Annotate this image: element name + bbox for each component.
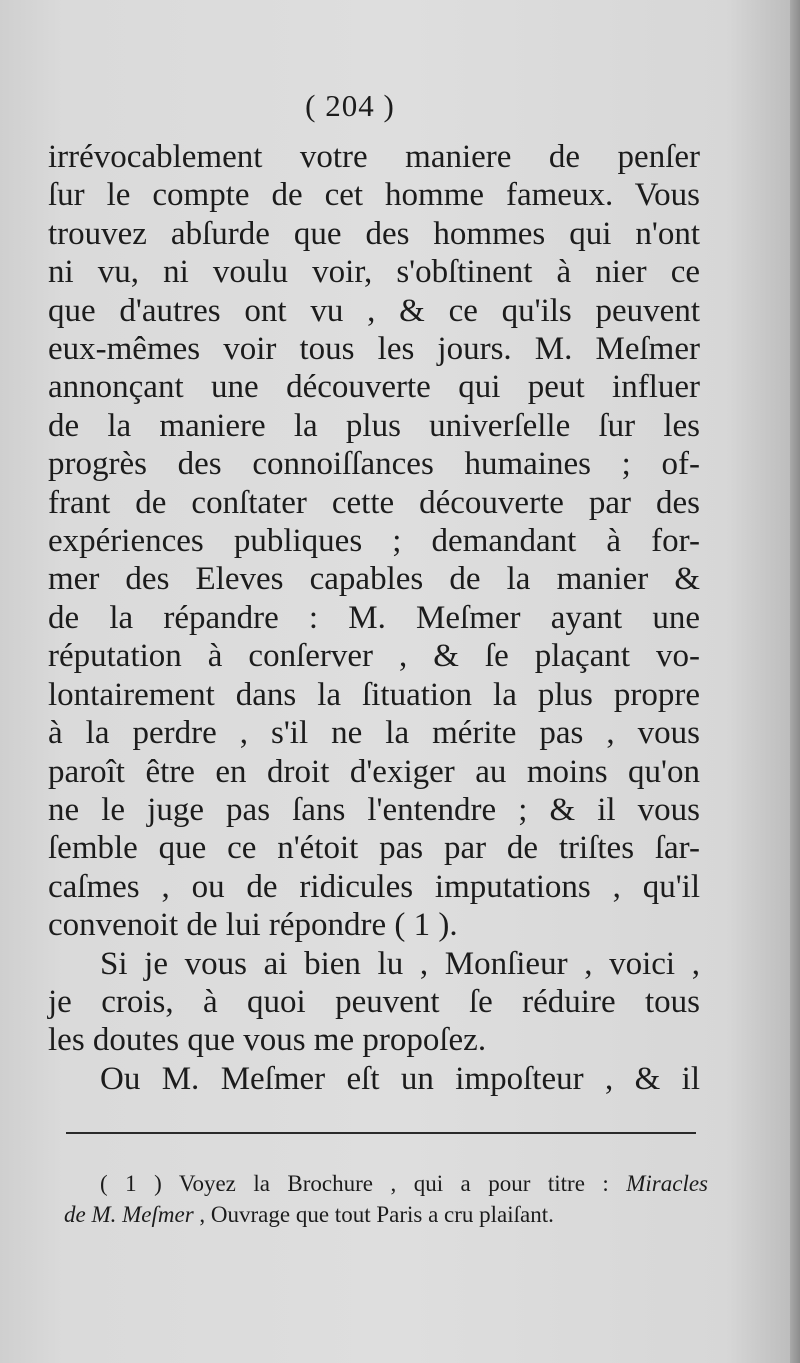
- text-line: lontairement dans la ſituation la plus propre: [48, 676, 700, 713]
- text-line: de la maniere la plus univerſelle ſur les: [48, 407, 700, 444]
- text-line: expériences publiques ; demandant à for-: [48, 523, 700, 560]
- body-text: [48, 138, 700, 1098]
- footnote-line: [64, 1168, 708, 1199]
- text-line: trouvez abſurde que des hommes qui n'ont: [48, 215, 700, 252]
- text-line: les doutes que vous me propoſez.: [48, 1022, 487, 1059]
- footnote-text: ( 1 ) Voyez la Brochure , qui a pour titre :: [100, 1171, 609, 1196]
- text-line: irrévocablement votre maniere de penſer: [48, 139, 700, 175]
- text-line: paroît être en droit d'exiger au moins qu'on: [48, 753, 700, 790]
- page-number: ( 204 ): [305, 88, 395, 123]
- text-line: je crois, à quoi peuvent ſe réduire tous: [48, 983, 700, 1020]
- text-line: annonçant une découverte qui peut influer: [48, 369, 700, 406]
- text-line: eux-mêmes voir tous les jours. M. Meſmer: [48, 331, 700, 368]
- footnote-line: [64, 1199, 708, 1230]
- text-line: ni vu, ni voulu voir, s'obſtinent à nier ce: [48, 254, 700, 291]
- text-line: progrès des connoiſſances humaines ; of-: [48, 446, 700, 483]
- text-line: ne le juge pas ſans l'entendre ; & il vous: [48, 791, 700, 828]
- footnote-title-part: de M. Meſmer: [64, 1202, 194, 1227]
- footnote: [64, 1168, 708, 1230]
- paragraph-start-line: Ou M. Meſmer eſt un impoſteur , & il: [100, 1060, 700, 1097]
- text-line: à la perdre , s'il ne la mérite pas , vous: [48, 715, 700, 752]
- paragraph-start-line: Si je vous ai bien lu , Monſieur , voici ,: [100, 945, 700, 982]
- text-line: frant de conſtater cette découverte par des: [48, 484, 700, 521]
- page-edge: [790, 0, 800, 1363]
- text-line: caſmes , ou de ridicules imputations , qu'il: [48, 868, 700, 905]
- text-line: réputation à conſerver , & ſe plaçant vo-: [48, 638, 700, 675]
- text-line: que d'autres ont vu , & ce qu'ils peuvent: [48, 292, 700, 329]
- footnote-text: , Ouvrage que tout Paris a cru plaiſant.: [199, 1202, 554, 1227]
- text-line: ſur le compte de cet homme fameux. Vous: [48, 177, 700, 214]
- footnote-title-part: Miracles: [626, 1171, 709, 1196]
- text-line: mer des Eleves capables de la manier &: [48, 561, 700, 598]
- text-line: de la répandre : M. Meſmer ayant une: [48, 599, 700, 636]
- text-line: convenoit de lui répondre ( 1 ).: [48, 907, 458, 944]
- footnote-rule: [66, 1132, 696, 1134]
- text-line: ſemble que ce n'étoit pas par de triſtes ſar-: [48, 830, 700, 867]
